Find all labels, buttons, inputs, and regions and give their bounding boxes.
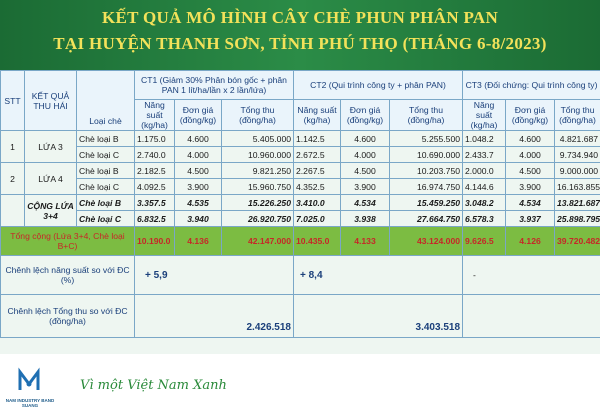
diff-ns-ct3: - xyxy=(463,256,600,295)
row-stt xyxy=(1,195,25,227)
cell: 3.937 xyxy=(506,211,555,227)
cell: 1.048.2 xyxy=(463,131,506,147)
cell: 5.405.000 xyxy=(222,131,294,147)
cell: 15.226.250 xyxy=(222,195,294,211)
header-dg2: Đơn giá (đồng/kg) xyxy=(341,100,390,131)
header-stt: STT xyxy=(1,71,25,131)
cell: 7.025.0 xyxy=(294,211,341,227)
cell: 4.500 xyxy=(506,163,555,179)
table-row-subtotal xyxy=(1,211,600,227)
cell: 16.163.855 xyxy=(555,179,600,195)
cell: 9.626.5 xyxy=(463,227,506,256)
cell: 10.690.000 xyxy=(390,147,463,163)
header-ct2: CT2 (Qui trình công ty + phân PAN) xyxy=(294,71,463,100)
header-ct3: CT3 (Đối chứng: Qui trình công ty) xyxy=(463,71,600,100)
page-title: KẾT QUẢ MÔ HÌNH CÂY CHÈ PHUN PHÂN PAN xyxy=(101,8,499,27)
cell: 10.203.750 xyxy=(390,163,463,179)
table-row-total xyxy=(1,227,600,256)
row-loai: Chè loại B xyxy=(77,131,135,147)
cell: 3.900 xyxy=(341,179,390,195)
footer xyxy=(0,354,600,415)
row-loai: Chè loại C xyxy=(77,179,135,195)
table-row xyxy=(1,131,600,147)
cell: 3.938 xyxy=(341,211,390,227)
header-ns1: Năng suất (kg/ha) xyxy=(135,100,175,131)
page-subtitle: TẠI HUYỆN THANH SƠN, TỈNH PHÚ THỌ (THÁNG 6-8/2023) xyxy=(53,34,547,53)
results-table-container xyxy=(0,70,600,354)
cell: 9.734.940 xyxy=(555,147,600,163)
cell: 15.459.250 xyxy=(390,195,463,211)
cell: 2.740.0 xyxy=(135,147,175,163)
cell: 4.136 xyxy=(175,227,222,256)
table-row xyxy=(1,179,600,195)
total-label: Tổng cộng (Lứa 3+4, Chè loại B+C) xyxy=(1,227,135,256)
cell: 1.142.5 xyxy=(294,131,341,147)
cell: 4.821.687 xyxy=(555,131,600,147)
diff-tt-label: Chênh lệch Tổng thu so với ĐC (đồng/ha) xyxy=(1,295,135,338)
cell: 2.672.5 xyxy=(294,147,341,163)
cell: 4.500 xyxy=(175,163,222,179)
cell: 4.000 xyxy=(341,147,390,163)
cell: 27.664.750 xyxy=(390,211,463,227)
header-dg3: Đơn giá (đồng/kg) xyxy=(506,100,555,131)
row-stt: 1 xyxy=(1,131,25,163)
cell: 39.720.482 xyxy=(555,227,600,256)
row-lua: LỨA 4 xyxy=(25,163,77,195)
cell: 4.534 xyxy=(506,195,555,211)
table-row-subtotal xyxy=(1,195,600,211)
cell: 4.352.5 xyxy=(294,179,341,195)
cell: 3.900 xyxy=(175,179,222,195)
cell: 3.900 xyxy=(506,179,555,195)
header-tt3: Tổng thu (đồng/ha) xyxy=(555,100,600,131)
cell: 2.000.0 xyxy=(463,163,506,179)
cell: 3.940 xyxy=(175,211,222,227)
cell: 3.357.5 xyxy=(135,195,175,211)
cell: 10.190.0 xyxy=(135,227,175,256)
row-loai: Chè loại C xyxy=(77,147,135,163)
diff-tt-ct1: 2.426.518 xyxy=(246,322,291,333)
cell: 4.133 xyxy=(341,227,390,256)
header-tt1: Tổng thu (đồng/ha) xyxy=(222,100,294,131)
header-dg1: Đơn giá (đồng/kg) xyxy=(175,100,222,131)
header-ct1: CT1 (Giảm 30% Phân bón gốc + phân PAN 1 lít/ha/lần x 2 lần/lứa) xyxy=(135,71,294,100)
cell: 5.255.500 xyxy=(390,131,463,147)
row-loai: Chè loại B xyxy=(77,163,135,179)
cell: 4.144.6 xyxy=(463,179,506,195)
cell: 4.000 xyxy=(506,147,555,163)
header-tt2: Tổng thu (đồng/ha) xyxy=(390,100,463,131)
cell: 15.960.750 xyxy=(222,179,294,195)
cell: 10.960.000 xyxy=(222,147,294,163)
diff-ns-ct2: + 8,4 xyxy=(300,269,323,281)
cell: 3.048.2 xyxy=(463,195,506,211)
cell: 3.410.0 xyxy=(294,195,341,211)
cell: 4.600 xyxy=(175,131,222,147)
cell: 6.832.5 xyxy=(135,211,175,227)
results-table xyxy=(0,70,600,338)
cell: 2.267.5 xyxy=(294,163,341,179)
header-ns2: Năng suất (kg/ha) xyxy=(294,100,341,131)
cell: 10.435.0 xyxy=(294,227,341,256)
diff-ns-ct1: + 5,9 xyxy=(145,269,168,281)
table-row-diff-ns xyxy=(1,256,600,295)
cell: 1.175.0 xyxy=(135,131,175,147)
table-row-diff-tt xyxy=(1,295,600,338)
cell: 4.092.5 xyxy=(135,179,175,195)
cell: 13.821.687 xyxy=(555,195,600,211)
row-lua: CỘNG LỨA 3+4 xyxy=(25,195,77,227)
header-ns3: Năng suất (kg/ha) xyxy=(463,100,506,131)
cell: 4.600 xyxy=(506,131,555,147)
company-logo-icon xyxy=(14,366,44,396)
logo-text: NAM INDUSTRY BAND SUANG xyxy=(5,398,55,408)
cell: 25.898.795 xyxy=(555,211,600,227)
cell: 16.974.750 xyxy=(390,179,463,195)
cell: 4.535 xyxy=(175,195,222,211)
header-loai-che: Loại chè xyxy=(77,71,135,131)
brand-slogan: Vì một Việt Nam Xanh xyxy=(80,378,227,393)
cell: 4.126 xyxy=(506,227,555,256)
diff-tt-ct2: 3.403.518 xyxy=(415,322,461,333)
table-row xyxy=(1,147,600,163)
cell: 4.600 xyxy=(341,131,390,147)
cell: 42.147.000 xyxy=(222,227,294,256)
cell: 4.500 xyxy=(341,163,390,179)
cell: 2.182.5 xyxy=(135,163,175,179)
cell: 9.000.000 xyxy=(555,163,600,179)
table-row xyxy=(1,163,600,179)
cell: 9.821.250 xyxy=(222,163,294,179)
row-loai: Chè loại C xyxy=(77,211,135,227)
diff-ns-label: Chênh lệch năng suất so với ĐC (%) xyxy=(1,256,135,295)
row-stt: 2 xyxy=(1,163,25,195)
cell: 6.578.3 xyxy=(463,211,506,227)
row-lua: LỨA 3 xyxy=(25,131,77,163)
cell: 2.433.7 xyxy=(463,147,506,163)
row-loai: Chè loại B xyxy=(77,195,135,211)
cell: 4.534 xyxy=(341,195,390,211)
cell: 4.000 xyxy=(175,147,222,163)
cell: 43.124.000 xyxy=(390,227,463,256)
cell: 26.920.750 xyxy=(222,211,294,227)
header-ketqua: KẾT QUẢ THU HÁI xyxy=(25,71,77,131)
